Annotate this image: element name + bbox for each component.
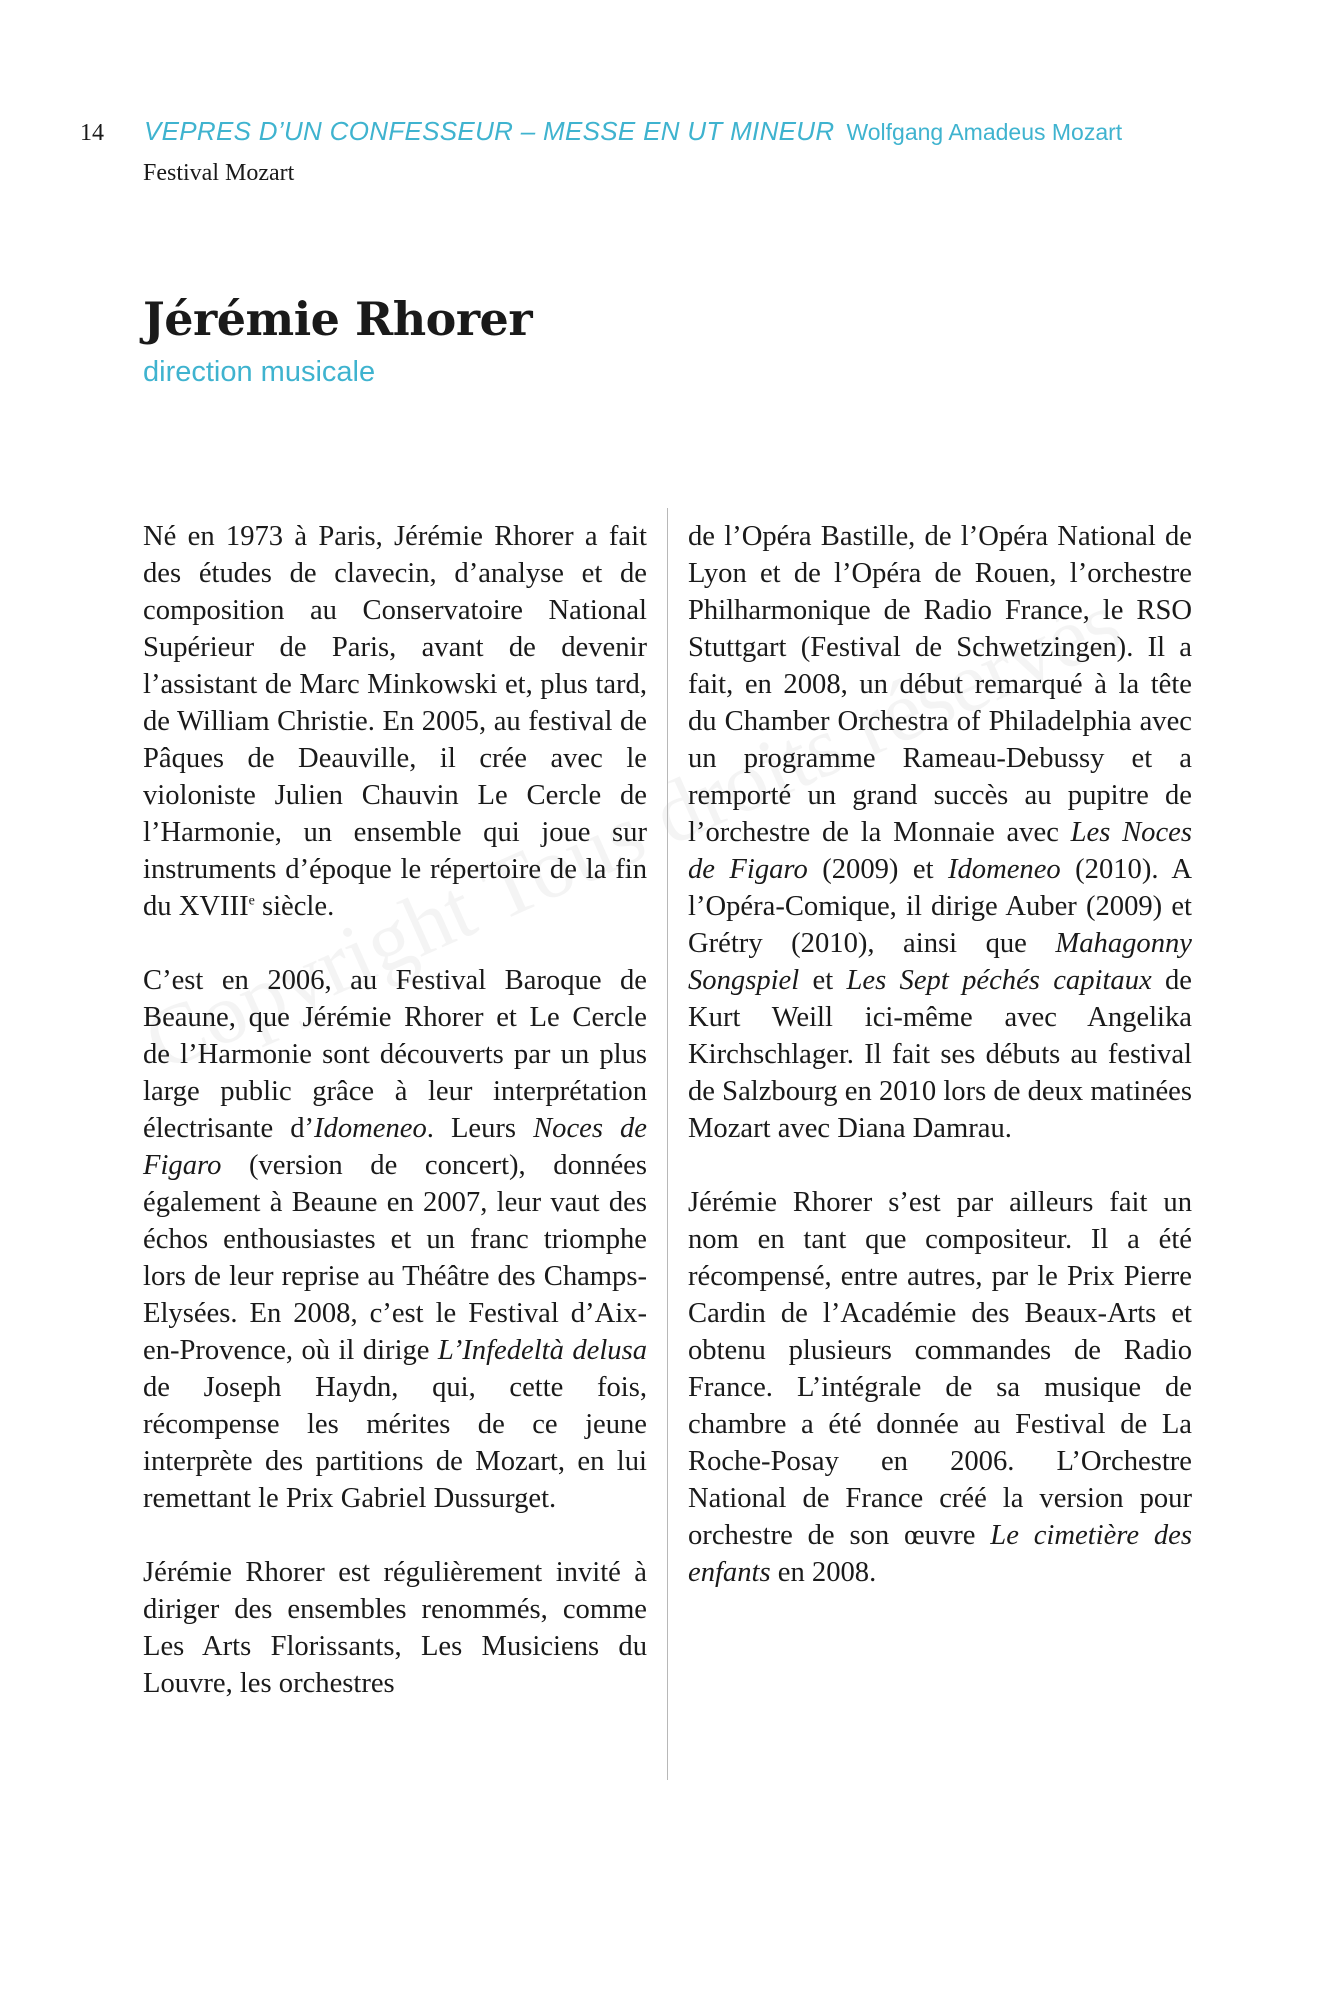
page-number: 14 bbox=[80, 120, 104, 146]
bio-column-left bbox=[143, 518, 647, 1739]
running-title: VEPRES D’UN CONFESSEUR – MESSE EN UT MINEUR bbox=[144, 116, 835, 146]
bio-paragraph-3-start: Jérémie Rhorer est régulièrement invité à diriger des ensembles renommés, comme Les Arts Florissants, Les Musiciens du Louvre, les orchestres bbox=[143, 1557, 647, 1699]
bio-paragraph-3-continued: de l’Opéra Bastille, de l’Opéra National de Lyon et de l’Opéra de Rouen, l’orchestre Philharmonique de Radio France, le RSO Stuttgart (Festival de Schwetzingen). Il a fait, en 2008, un début remarqué à la tête du Chamber Orchestra of Philadelphia avec un programme Rameau-Debussy et a remporté un grand succès au pupitre de l’orchestre de la Monnaie avec Les Noces de Figaro (2009) et Idomeneo (2010). A l’Opéra-Comique, il dirige Auber (2009) et Grétry (2010), ainsi que Mahagonny Songspiel et Les Sept péchés capitaux de Kurt Weill ici-même avec Angelika Kirchschlager. Il fait ses débuts au festival de Salzbourg en 2010 lors de deux matinées Mozart avec Diana Damrau. bbox=[688, 521, 1193, 1144]
page-header bbox=[80, 116, 1240, 147]
bio-paragraph-1: Né en 1973 à Paris, Jérémie Rhorer a fait des études de clavecin, d’analyse et de composition au Conservatoire National Supérieur de Paris, avant de devenir l’assistant de Marc Minkowski et, plus tard, de William Christie. En 2005, au festival de Pâques de Deauville, il crée avec le violoniste Julien Chauvin Le Cercle de l’Harmonie, un ensemble qui joue sur instruments d’époque le répertoire de la fin du XVIIIe siècle. bbox=[143, 521, 647, 922]
running-composer: Wolfgang Amadeus Mozart bbox=[846, 119, 1123, 145]
person-role: direction musicale bbox=[143, 356, 376, 388]
person-name: Jérémie Rhorer bbox=[143, 292, 533, 346]
column-divider bbox=[667, 508, 668, 1780]
festival-name: Festival Mozart bbox=[143, 160, 295, 186]
bio-column-right bbox=[688, 518, 1192, 1628]
bio-paragraph-4: Jérémie Rhorer s’est par ailleurs fait un nom en tant que compositeur. Il a été récompensé, entre autres, par le Prix Pierre Cardin de l’Académie des Beaux-Arts et obtenu plusieurs commandes de Radio France. L’intégrale de sa musique de chambre a été donnée au Festival de La Roche-Posay en 2006. L’Orchestre National de France créé la version pour orchestre de son œuvre Le cimetière des enfants en 2008. bbox=[688, 1187, 1192, 1588]
bio-paragraph-2: C’est en 2006, au Festival Baroque de Beaune, que Jérémie Rhorer et Le Cercle de l’Harmonie sont découverts par un plus large public grâce à leur interprétation électrisante d’Idomeneo. Leurs Noces de Figaro (version de concert), données également à Beaune en 2007, leur vaut des échos enthousiastes et un franc triomphe lors de leur reprise au Théâtre des Champs-Elysées. En 2008, c’est le Festival d’Aix-en-Provence, où il dirige L’Infedeltà delusa de Joseph Haydn, qui, cette fois, récompense les mérites de ce jeune interprète des partitions de Mozart, en lui remettant le Prix Gabriel Dussurget. bbox=[143, 965, 647, 1514]
